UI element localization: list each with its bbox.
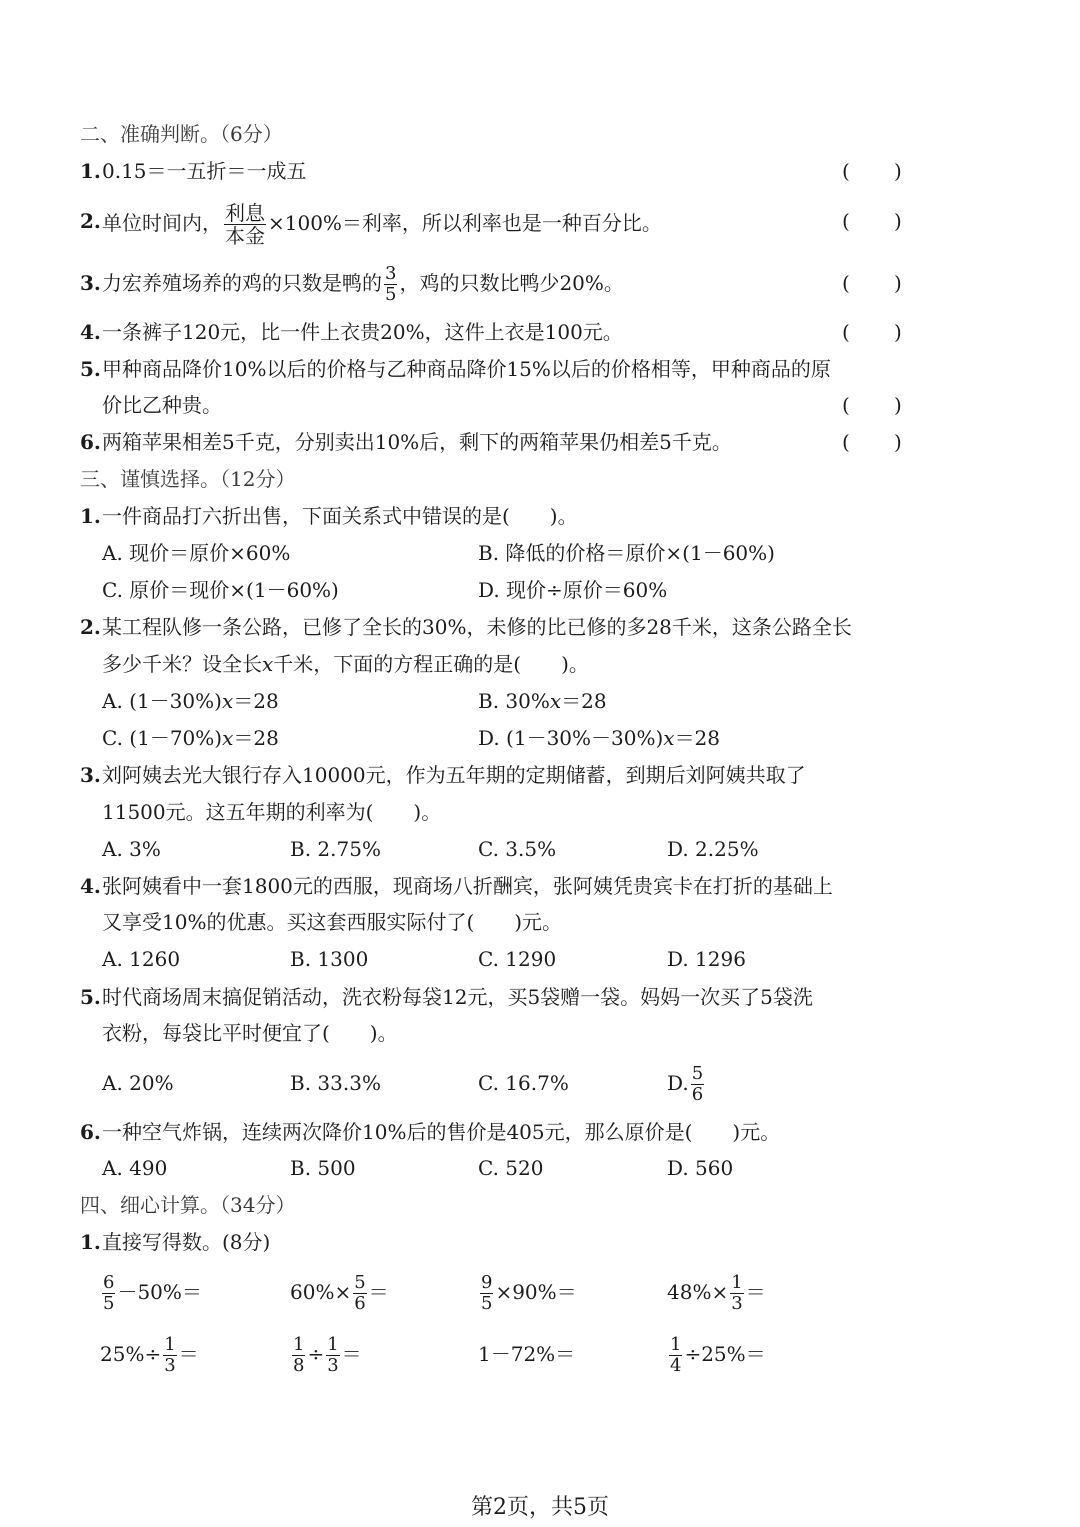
choose-question-6	[0, 1114, 1080, 1150]
question-text: 一种空气炸锅，连续两次降价10%后的售价是405元，那么原价是( )元。	[102, 1120, 781, 1144]
question-text: 又享受10%的优惠。买这套西服实际付了( )元。	[102, 910, 563, 934]
option-d[interactable]: D. 1296	[667, 947, 746, 971]
question-number: 5.	[80, 357, 101, 381]
question-text	[102, 265, 624, 304]
numerator: 6	[103, 1272, 115, 1293]
fraction	[224, 203, 266, 246]
text-segment: ＝28	[561, 689, 607, 713]
choose-question-3-line1	[0, 757, 1080, 793]
fraction	[102, 1274, 115, 1313]
option-b[interactable]: B. 33.3%	[290, 1071, 381, 1095]
text-segment: ＝	[178, 1342, 199, 1366]
question-number: 4.	[80, 320, 101, 344]
question-text: 一条裤子120元，比一件上衣贵20%，这件上衣是100元。	[102, 320, 623, 344]
choose-q3-options	[0, 831, 1080, 867]
fraction	[353, 1274, 366, 1313]
numerator: 1	[327, 1334, 339, 1355]
question-text: 两箱苹果相差5千克，分别卖出10%后，剩下的两箱苹果仍相差5千克。	[102, 430, 732, 454]
choose-question-2-line1	[0, 609, 1080, 645]
calc-expression-4[interactable]	[667, 1268, 766, 1316]
calc-row-2	[0, 1330, 1080, 1378]
choose-q2-options-cd	[0, 720, 1080, 756]
question-text: 张阿姨看中一套1800元的西服，现商场八折酬宾，张阿姨凭贵宾卡在打折的基础上	[102, 874, 833, 898]
fraction	[384, 265, 397, 304]
question-number: 1.	[80, 159, 101, 183]
question-number: 4.	[80, 874, 101, 898]
text-segment: B. 30%	[478, 689, 550, 713]
judge-question-5-line2	[0, 387, 1080, 423]
judge-question-4	[0, 314, 1080, 350]
choose-q2-options-ab	[0, 683, 1080, 719]
calc-expression-3[interactable]	[478, 1268, 577, 1316]
denominator: 6	[354, 1293, 366, 1314]
choose-question-4-line2	[0, 904, 1080, 940]
choose-question-4-line1	[0, 868, 1080, 904]
option-d[interactable]: D. 2.25%	[667, 837, 759, 861]
option-c[interactable]: C. 原价＝现价×(1－60%)	[102, 578, 339, 602]
choose-question-5-line2	[0, 1015, 1080, 1051]
fraction	[480, 1274, 493, 1313]
question-number: 1.	[80, 1230, 101, 1254]
calc-expression-2[interactable]	[290, 1268, 389, 1316]
question-text: 衣粉，每袋比平时便宜了( )。	[102, 1021, 398, 1045]
section-heading-calc	[0, 1187, 1080, 1223]
fraction	[326, 1336, 339, 1375]
question-text: 0.15＝一五折＝一成五	[102, 159, 307, 183]
paren-open: (	[842, 271, 850, 295]
paren-open: (	[842, 393, 850, 417]
judge-question-3	[0, 263, 1080, 305]
paren-close: )	[894, 271, 902, 295]
text-segment: ×90%＝	[495, 1280, 577, 1304]
variable-x: x	[549, 689, 562, 713]
question-text: 甲种商品降价10%以后的价格与乙种商品降价15%以后的价格相等，甲种商品的原	[102, 357, 831, 381]
variable-x: x	[222, 726, 234, 750]
question-number: 3.	[80, 271, 101, 295]
option-b[interactable]: B. 1300	[290, 947, 369, 971]
question-number: 1.	[80, 504, 101, 528]
judge-question-6	[0, 424, 1080, 460]
option-c[interactable]: C. 1290	[478, 947, 557, 971]
paren-open: (	[842, 159, 850, 183]
choose-q5-options	[0, 1063, 1080, 1103]
text-segment: ＝28	[674, 726, 721, 750]
numerator: 1	[670, 1334, 682, 1355]
question-number: 2.	[80, 615, 101, 639]
denominator: 4	[670, 1355, 682, 1376]
fraction	[163, 1336, 176, 1375]
option-d[interactable]	[478, 720, 720, 756]
question-number: 2.	[80, 209, 101, 233]
judge-question-2	[0, 201, 1080, 248]
denominator: 本金	[225, 224, 265, 248]
judge-question-5-line1	[0, 351, 1080, 387]
calc-question-1	[0, 1224, 1080, 1260]
text-segment: ÷25%＝	[684, 1342, 766, 1366]
choose-q4-options	[0, 941, 1080, 977]
option-c[interactable]: C. 520	[478, 1156, 544, 1180]
paren-close: )	[894, 430, 902, 454]
question-text: 一件商品打六折出售，下面关系式中错误的是( )。	[102, 504, 578, 528]
option-a[interactable]: A. 现价＝原价×60%	[102, 541, 291, 565]
option-b[interactable]: B. 2.75%	[290, 837, 381, 861]
option-c[interactable]: C. 3.5%	[478, 837, 557, 861]
section-title: 二、准确判断。（6分）	[80, 122, 283, 146]
option-a[interactable]	[102, 683, 279, 719]
calc-expression-8[interactable]	[667, 1330, 766, 1378]
denominator: 8	[293, 1355, 305, 1376]
choose-question-2-line2	[0, 646, 1080, 682]
option-c[interactable]: C. 16.7%	[478, 1071, 569, 1095]
section-title: 四、细心计算。（34分）	[80, 1193, 296, 1217]
question-number: 5.	[80, 985, 101, 1009]
judge-question-1	[0, 153, 1080, 189]
calc-row-1	[0, 1268, 1080, 1316]
numerator: 1	[164, 1334, 176, 1355]
numerator: 利息	[225, 201, 265, 225]
numerator: 5	[354, 1272, 366, 1293]
paren-open: (	[842, 320, 850, 344]
paren-close: )	[894, 393, 902, 417]
question-number: 3.	[80, 763, 101, 787]
text-segment: 1－72%＝	[478, 1342, 576, 1366]
text-segment: ×100%＝利率，所以利率也是一种百分比。	[268, 211, 662, 235]
text-segment: 单位时间内，	[102, 211, 222, 235]
text-segment: 力宏养殖场养的鸡的只数是鸭的	[102, 271, 382, 295]
option-a[interactable]: A. 490	[102, 1156, 168, 1180]
text-segment: 48%×	[667, 1280, 729, 1304]
text-segment: 25%÷	[100, 1342, 162, 1366]
text-segment: ÷	[307, 1342, 325, 1366]
denominator: 6	[691, 1084, 704, 1105]
section-heading-choose	[0, 461, 1080, 497]
fraction	[691, 1065, 704, 1104]
paren-close: )	[894, 209, 902, 233]
fraction	[669, 1336, 682, 1375]
section-heading-judge	[0, 116, 1080, 152]
question-text: 某工程队修一条公路，已修了全长的30%，未修的比已修的多28千米，这条公路全长	[102, 615, 852, 639]
option-d[interactable]: D. 现价÷原价＝60%	[478, 578, 668, 602]
denominator: 5	[385, 284, 397, 305]
option-a[interactable]: A. 1260	[102, 947, 181, 971]
option-b[interactable]: B. 500	[290, 1156, 356, 1180]
text-segment: ，鸡的只数比鸭少20%。	[399, 271, 624, 295]
denominator: 3	[164, 1355, 176, 1376]
text-segment: ＝	[368, 1280, 389, 1304]
page-footer: 第2页，共5页	[471, 1495, 609, 1520]
option-d[interactable]	[667, 1063, 706, 1104]
option-b[interactable]: B. 降低的价格＝原价×(1－60%)	[478, 541, 775, 565]
numerator: 9	[481, 1272, 493, 1293]
text-segment: C. (1－70%)	[102, 726, 223, 750]
text-segment: ＝	[745, 1280, 766, 1304]
choose-q1-options-cd	[0, 572, 1080, 608]
text-segment: 千米，下面的方程正确的是( )。	[273, 652, 589, 676]
denominator: 3	[327, 1355, 339, 1376]
fraction	[292, 1336, 305, 1375]
numerator: 1	[293, 1334, 305, 1355]
text-segment: －50%＝	[117, 1280, 202, 1304]
option-a[interactable]: A. 20%	[102, 1071, 174, 1095]
paren-close: )	[894, 159, 902, 183]
text-segment: 60%×	[290, 1280, 352, 1304]
text-segment: ＝28	[233, 689, 279, 713]
question-text: 11500元。这五年期的利率为( )。	[102, 800, 442, 824]
question-text	[102, 646, 589, 682]
fraction	[730, 1274, 743, 1313]
option-b[interactable]	[478, 683, 607, 719]
calc-expression-6[interactable]	[290, 1330, 362, 1378]
question-text	[102, 203, 662, 246]
paren-close: )	[894, 320, 902, 344]
denominator: 5	[103, 1293, 115, 1314]
option-c[interactable]	[102, 720, 279, 756]
denominator: 5	[481, 1293, 493, 1314]
numerator: 3	[385, 263, 397, 284]
variable-x: x	[262, 652, 274, 676]
question-number: 6.	[80, 1120, 101, 1144]
choose-question-1	[0, 498, 1080, 534]
calc-expression-5[interactable]	[100, 1330, 199, 1378]
option-a[interactable]: A. 3%	[102, 837, 161, 861]
choose-question-5-line1	[0, 979, 1080, 1015]
text-segment: ＝28	[233, 726, 279, 750]
choose-q6-options	[0, 1150, 1080, 1186]
option-d[interactable]: D. 560	[667, 1156, 734, 1180]
section-title: 三、谨慎选择。（12分）	[80, 467, 296, 491]
numerator: 5	[691, 1063, 704, 1084]
question-text: 刘阿姨去光大银行存入10000元，作为五年期的定期储蓄，到期后刘阿姨共取了	[102, 763, 806, 787]
variable-x: x	[663, 726, 675, 750]
text-segment: ＝	[341, 1342, 362, 1366]
calc-expression-7[interactable]	[478, 1330, 575, 1378]
paren-open: (	[842, 430, 850, 454]
question-text: 价比乙种贵。	[102, 393, 222, 417]
text-segment: D. (1－30%－30%)	[478, 726, 664, 750]
choose-q1-options-ab	[0, 535, 1080, 571]
text-segment: A. (1－30%)	[102, 689, 222, 713]
denominator: 3	[731, 1293, 743, 1314]
question-number: 6.	[80, 430, 101, 454]
paren-open: (	[842, 209, 850, 233]
choose-question-3-line2	[0, 794, 1080, 830]
question-text: 直接写得数。(8分)	[102, 1230, 271, 1254]
variable-x: x	[221, 689, 234, 713]
numerator: 1	[731, 1272, 743, 1293]
question-text: 时代商场周末搞促销活动，洗衣粉每袋12元，买5袋赠一袋。妈妈一次买了5袋洗	[102, 985, 813, 1009]
calc-expression-1[interactable]	[100, 1268, 202, 1316]
text-segment: 多少千米？设全长	[102, 652, 262, 676]
text-segment: D.	[667, 1071, 689, 1095]
